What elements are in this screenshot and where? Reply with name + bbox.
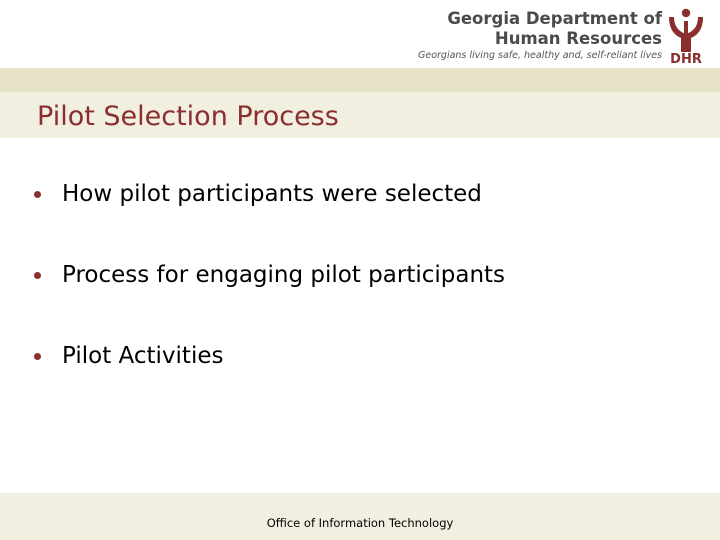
bullet-item xyxy=(34,176,505,257)
bullet-text: How pilot participants were selected xyxy=(62,181,482,207)
slide-title: Pilot Selection Process xyxy=(37,101,339,132)
dhr-logo-icon xyxy=(666,7,706,65)
bullet-text: Process for engaging pilot participants xyxy=(62,262,506,288)
bullet-text: Pilot Activities xyxy=(62,343,224,369)
footer-text: Office of Information Technology xyxy=(266,516,454,530)
top-band xyxy=(0,68,720,92)
bullet-item xyxy=(34,257,505,338)
header xyxy=(0,0,720,68)
bullet-dot-icon xyxy=(34,191,41,198)
bullet-list xyxy=(34,176,505,419)
bullet-dot-icon xyxy=(34,272,41,279)
logo-text: DHR xyxy=(670,52,702,65)
organization-name-line2: Human Resources xyxy=(494,29,662,48)
organization-name xyxy=(447,9,662,49)
bullet-item xyxy=(34,338,505,419)
bullet-dot-icon xyxy=(34,353,41,360)
organization-tagline: Georgians living safe, healthy and, self-reliant lives xyxy=(418,50,662,61)
organization-name-line1: Georgia Department of xyxy=(447,9,662,28)
